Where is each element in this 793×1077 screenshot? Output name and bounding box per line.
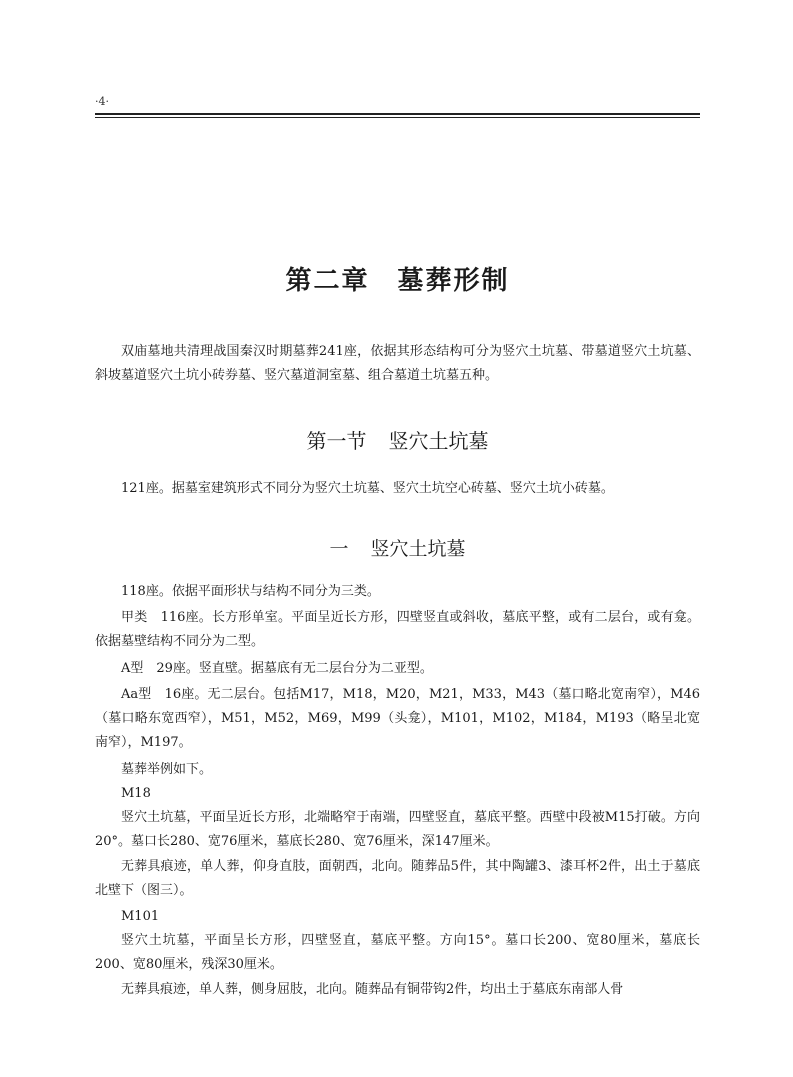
body-paragraph: 竖穴土坑墓，平面呈近长方形，北端略窄于南端，四壁竖直，墓底平整。西壁中段被M15打破。方向20°。墓口长280、宽76厘米，墓底长280、宽76厘米，深147厘米。 (95, 810, 700, 849)
header-rule-thin (95, 117, 700, 118)
body-paragraph: 118座。依据平面形状与结构不同分为三类。 (121, 584, 380, 599)
tomb-id: M101 (121, 909, 160, 924)
chapter-title (95, 260, 700, 297)
header-rule-thick (95, 113, 700, 115)
chapter-number: 第二章 (285, 266, 370, 296)
section-title (95, 425, 700, 454)
subsection-name: 竖穴土坑墓 (370, 538, 466, 560)
body-paragraph: 墓葬举例如下。 (121, 762, 213, 777)
chapter-name: 墓葬形制 (397, 266, 510, 296)
section-name: 竖穴土坑墓 (388, 429, 489, 453)
subsection-title (95, 534, 700, 561)
body-paragraph: 无葬具痕迹，单人葬，仰身直肢，面朝西，北向。随葬品5件，其中陶罐3、漆耳杯2件，出土于墓底北壁下（图三）。 (95, 859, 700, 898)
section-number: 第一节 (306, 429, 367, 453)
body-paragraph: 竖穴土坑墓，平面呈长方形，四壁竖直，墓底平整。方向15°。墓口长200、宽80厘米，墓底长200、宽80厘米，残深30厘米。 (95, 933, 700, 972)
tomb-id: M18 (121, 786, 151, 801)
body-paragraph: Aa型 16座。无二层台。包括M17，M18，M20，M21，M33，M43（墓口略北宽南窄），M46（墓口略东宽西窄），M51，M52，M69，M99（头龛），M101，M102，M184，M193（略呈北宽南窄），M197。 (95, 687, 700, 750)
body-paragraph: 无葬具痕迹，单人葬，侧身屈肢，北向。随葬品有铜带钩2件，均出土于墓底东南部人骨 (121, 982, 624, 997)
subsection-number: 一 (329, 538, 349, 560)
intro-paragraph: 双庙墓地共清理战国秦汉时期墓葬241座，依据其形态结构可分为竖穴土坑墓、带墓道竖穴土坑墓、斜坡墓道竖穴土坑小砖券墓、竖穴墓道洞室墓、组合墓道土坑墓五种。 (95, 344, 700, 383)
body-paragraph: 甲类 116座。长方形单室。平面呈近长方形，四壁竖直或斜收，墓底平整，或有二层台，或有龛。依据墓壁结构不同分为二型。 (95, 610, 700, 649)
page-number: ·4· (95, 95, 109, 108)
section-summary: 121座。据墓室建筑形式不同分为竖穴土坑墓、竖穴土坑空心砖墓、竖穴土坑小砖墓。 (121, 481, 614, 496)
body-paragraph: A型 29座。竖直壁。据墓底有无二层台分为二亚型。 (121, 661, 433, 676)
